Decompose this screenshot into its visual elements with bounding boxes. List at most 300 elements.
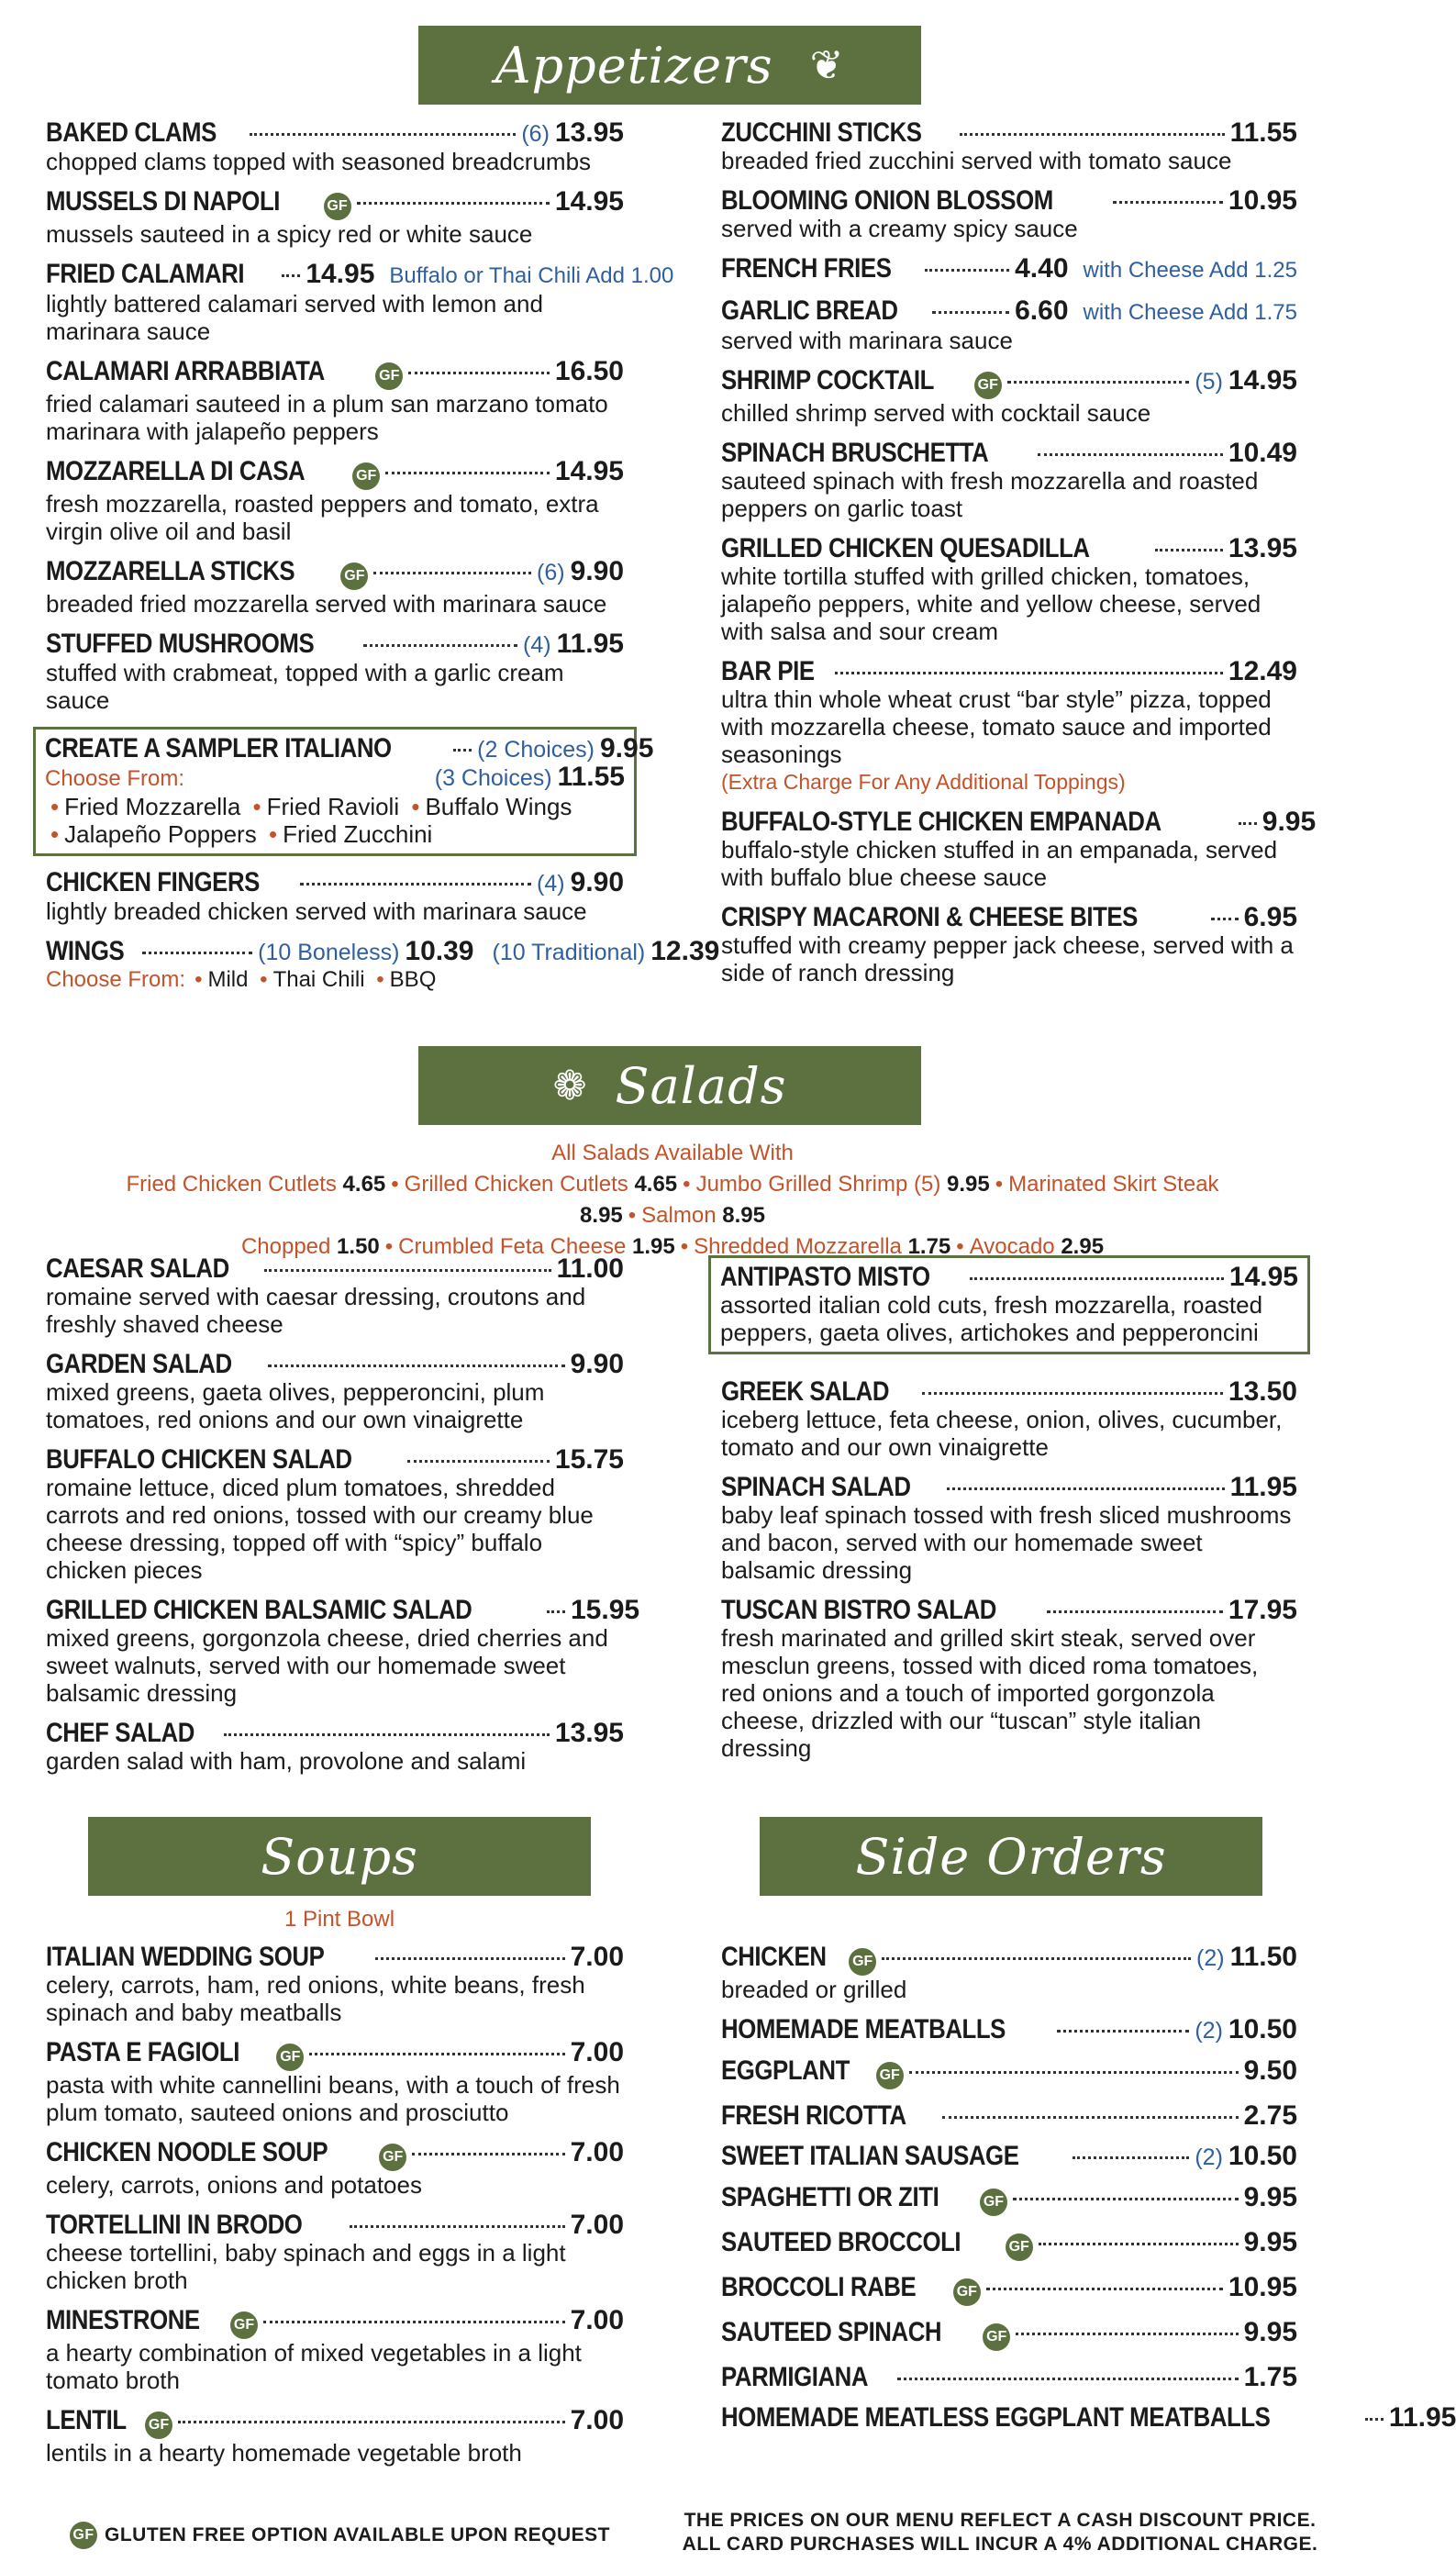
sides-column xyxy=(721,1942,1456,2445)
leader-dots xyxy=(224,1733,550,1736)
leader-dots xyxy=(178,2421,565,2423)
item-description: chilled shrimp served with cocktail sauce xyxy=(721,399,1151,427)
menu-item-name: TORTELLINI IN BRODO xyxy=(46,2210,303,2240)
menu-item xyxy=(46,1255,624,1338)
menu-item xyxy=(721,2274,1297,2306)
menu-item xyxy=(721,2364,1297,2391)
item-price: 9.95 xyxy=(599,733,654,763)
salads-left-column xyxy=(46,1253,640,1788)
item-price: 7.00 xyxy=(570,2210,624,2240)
item-price: 11.55 xyxy=(1229,117,1297,148)
item-price: 1.75 xyxy=(1243,2362,1297,2392)
item-extra-note: (Extra Charge For Any Additional Toppings) xyxy=(721,770,1126,794)
leader-dots xyxy=(264,1269,550,1272)
menu-item xyxy=(46,2039,624,2126)
item-description: romaine lettuce, diced plum tomatoes, shredded carrots and red onions, tossed with our creamy blue cheese dressing, topped off with “spicy” buffalo chicken pieces xyxy=(46,1474,594,1584)
menu-item-name: HOMEMADE MEATLESS EGGPLANT MEATBALLS xyxy=(721,2402,1271,2433)
herb-icon: ❦ xyxy=(809,41,845,89)
item-price: 6.95 xyxy=(1243,902,1297,932)
salads-banner xyxy=(418,1046,921,1125)
item-qty: (10 Traditional) xyxy=(492,940,646,965)
item-price: 13.95 xyxy=(554,117,624,148)
item-price: 15.95 xyxy=(571,1595,640,1625)
gf-icon: GF xyxy=(230,2311,258,2339)
item-price: 12.49 xyxy=(1228,656,1297,686)
item-description: assorted italian cold cuts, fresh mozzarella, roasted peppers, gaeta olives, artichokes and pepperoncini xyxy=(720,1291,1263,1346)
menu-item xyxy=(46,458,624,545)
item-price: 7.00 xyxy=(570,2305,624,2335)
menu-item-name: GRILLED CHICKEN BALSAMIC SALAD xyxy=(46,1595,472,1625)
menu-item xyxy=(721,2057,1297,2089)
leader-dots xyxy=(1073,2156,1189,2159)
item-description: celery, carrots, onions and potatoes xyxy=(46,2171,422,2199)
menu-item-name: SPINACH SALAD xyxy=(721,1472,911,1502)
option-label: Jalapeño Poppers xyxy=(64,820,257,848)
menu-item xyxy=(721,2143,1297,2171)
item-price: 2.75 xyxy=(1243,2100,1297,2131)
option-label: Buffalo Wings xyxy=(425,793,572,820)
bullet: • xyxy=(411,793,420,820)
leader-dots xyxy=(1013,2198,1239,2200)
gf-icon: GF xyxy=(980,2189,1007,2216)
leader-dots xyxy=(1057,2030,1189,2033)
item-price: 10.39 xyxy=(405,936,474,966)
addon-price: 2.95 xyxy=(1061,1234,1105,1259)
addon-name: Avocado xyxy=(969,1234,1055,1259)
menu-item xyxy=(721,1944,1297,2003)
menu-item-name: BAR PIE xyxy=(721,656,815,686)
menu-item-name: HOMEMADE MEATBALLS xyxy=(721,2014,1006,2044)
leader-dots xyxy=(263,2321,565,2323)
item-price: 12.39 xyxy=(650,936,720,966)
leader-dots xyxy=(1155,549,1223,551)
leader-dots xyxy=(453,749,472,752)
item-description: stuffed with creamy pepper jack cheese, served with a side of ranch dressing xyxy=(721,931,1294,986)
soups-heading: Soups xyxy=(261,1827,418,1886)
choose-label: Choose From: xyxy=(46,967,186,992)
item-price: 6.60 xyxy=(1015,295,1069,326)
menu-item xyxy=(721,535,1297,645)
item-price: 16.50 xyxy=(554,356,624,386)
item-qty: (3 Choices) xyxy=(434,765,552,791)
choose-label: Choose From: xyxy=(45,766,185,791)
gf-icon: GF xyxy=(70,2522,97,2549)
item-description: fresh mozzarella, roasted peppers and tomato, extra virgin olive oil and basil xyxy=(46,490,599,545)
item-description: romaine served with caesar dressing, croutons and freshly shaved cheese xyxy=(46,1283,586,1338)
gf-icon: GF xyxy=(276,2044,304,2071)
item-price: 10.50 xyxy=(1228,2141,1297,2171)
leader-dots xyxy=(142,952,252,954)
menu-item-name: WINGS xyxy=(46,936,125,966)
leader-dots xyxy=(947,1487,1224,1490)
menu-item-name: SPINACH BRUSCHETTA xyxy=(721,438,989,468)
sampler-options xyxy=(45,820,625,848)
gf-icon: GF xyxy=(953,2278,981,2306)
menu-item xyxy=(721,187,1297,242)
vegetable-icon: ❁ xyxy=(552,1062,588,1109)
item-price: 10.95 xyxy=(1228,185,1297,216)
leader-dots xyxy=(385,472,550,474)
item-price: 9.50 xyxy=(1243,2055,1297,2086)
item-qty: (6) xyxy=(537,560,565,585)
menu-item-name: GREEK SALAD xyxy=(721,1376,890,1407)
menu-item-name: STUFFED MUSHROOMS xyxy=(46,629,315,659)
option-label: Fried Mozzarella xyxy=(64,793,241,820)
menu-item-name: FRESH RICOTTA xyxy=(721,2100,906,2131)
menu-item-name: SAUTEED SPINACH xyxy=(721,2317,942,2347)
item-price: 9.95 xyxy=(1243,2317,1297,2347)
menu-item-name: MOZZARELLA STICKS xyxy=(46,556,295,586)
bullet: • xyxy=(260,967,268,992)
menu-item xyxy=(46,188,624,248)
menu-item-name: MOZZARELLA DI CASA xyxy=(46,456,306,486)
gf-footnote xyxy=(64,2522,610,2549)
leader-dots xyxy=(882,1957,1191,1960)
menu-item-name: CAESAR SALAD xyxy=(46,1253,229,1284)
menu-item-name: BLOOMING ONION BLOSSOM xyxy=(721,185,1053,216)
salads-heading: Salads xyxy=(615,1056,787,1115)
leader-dots xyxy=(1007,381,1190,384)
item-price: 11.55 xyxy=(557,762,625,792)
item-description: baby leaf spinach tossed with fresh sliced mushrooms and bacon, served with our homemade sweet balsamic dressing xyxy=(721,1501,1292,1584)
leader-dots xyxy=(925,269,1009,272)
appetizers-right-column xyxy=(721,117,1317,999)
soups-column xyxy=(46,1944,624,2479)
gf-note: GLUTEN FREE OPTION AVAILABLE UPON REQUEST xyxy=(105,2524,610,2545)
bullet: • xyxy=(683,1172,691,1197)
leader-dots xyxy=(970,1277,1224,1280)
addon-price: 8.95 xyxy=(722,1203,765,1228)
menu-item-name: EGGPLANT xyxy=(721,2055,850,2086)
gf-icon: GF xyxy=(379,2144,406,2171)
menu-item xyxy=(46,358,624,445)
addon-name: Chopped xyxy=(240,1234,331,1259)
addon-price: 4.65 xyxy=(634,1172,678,1197)
item-price: 7.00 xyxy=(570,2405,624,2435)
item-price: 11.95 xyxy=(1229,1472,1297,1502)
menu-item-name: ITALIAN WEDDING SOUP xyxy=(46,1942,325,1972)
menu-item xyxy=(721,658,1297,796)
item-price: 9.90 xyxy=(570,556,624,586)
leader-dots xyxy=(922,1392,1223,1395)
leader-dots xyxy=(835,672,1223,674)
item-price: 11.95 xyxy=(1388,2402,1456,2433)
leader-dots xyxy=(408,372,550,374)
menu-item-name: BROCCOLI RABE xyxy=(721,2272,917,2302)
addon-price: 9.95 xyxy=(946,1172,990,1197)
leader-dots xyxy=(1038,453,1223,456)
leader-dots xyxy=(1047,1610,1223,1613)
menu-item xyxy=(721,1378,1297,1461)
menu-item-name: CREATE A SAMPLER ITALIANO xyxy=(45,733,392,763)
menu-item-name: FRIED CALAMARI xyxy=(46,259,245,289)
menu-item-name: CHICKEN xyxy=(721,1942,827,1972)
cash-note-line2: ALL CARD PURCHASES WILL INCUR A 4% ADDITIONAL CHARGE. xyxy=(682,2534,1318,2555)
item-description: lentils in a hearty homemade vegetable broth xyxy=(46,2439,522,2467)
leader-dots xyxy=(1039,2243,1239,2245)
leader-dots xyxy=(282,274,300,277)
bullet: • xyxy=(384,1234,394,1259)
menu-item xyxy=(46,1595,640,1707)
bullet: • xyxy=(195,967,203,992)
leader-dots xyxy=(373,572,531,574)
menu-item xyxy=(46,1446,624,1584)
menu-item-name: CHEF SALAD xyxy=(46,1718,195,1748)
menu-item-name: LENTIL xyxy=(46,2405,127,2435)
item-price: 7.00 xyxy=(570,2137,624,2167)
menu-item xyxy=(46,1351,624,1433)
addon-price: 1.75 xyxy=(907,1234,951,1259)
item-description: chopped clams topped with seasoned breadcrumbs xyxy=(46,148,592,175)
appetizers-heading: Appetizers xyxy=(495,36,773,95)
item-qty: (6) xyxy=(521,121,550,147)
item-qty: (10 Boneless) xyxy=(258,940,400,965)
menu-item xyxy=(721,2102,1297,2130)
leader-dots xyxy=(309,2053,564,2055)
item-qty: (4) xyxy=(523,632,551,658)
bullet: • xyxy=(50,793,60,820)
item-price: 15.75 xyxy=(554,1444,624,1475)
item-description: white tortilla stuffed with grilled chicken, tomatoes, jalapeño peppers, white and yellow cheese, served with salsa and sour cream xyxy=(721,562,1261,645)
sides-heading: Side Orders xyxy=(855,1827,1167,1886)
menu-item-name: CHICKEN NOODLE SOUP xyxy=(46,2137,328,2167)
menu-item-name: CRISPY MACARONI & CHEESE BITES xyxy=(721,902,1138,932)
item-description: breaded fried mozzarella served with marinara sauce xyxy=(46,590,607,618)
menu-item xyxy=(721,367,1297,427)
antipasto-box xyxy=(708,1255,1310,1354)
menu-item-name: SHRIMP COCKTAIL xyxy=(721,365,934,395)
gf-icon: GF xyxy=(340,562,368,590)
addon-name: Grilled Chicken Cutlets xyxy=(404,1172,628,1197)
item-note: with Cheese Add 1.25 xyxy=(1083,258,1297,283)
menu-item xyxy=(721,2229,1297,2261)
soups-subtitle: 1 Pint Bowl xyxy=(283,1907,395,1932)
item-price: 9.95 xyxy=(1261,807,1317,837)
bullet: • xyxy=(391,1172,399,1197)
menu-item xyxy=(721,904,1297,986)
item-description: garden salad with ham, provolone and salami xyxy=(46,1747,527,1775)
item-description: stuffed with crabmeat, topped with a garlic cream sauce xyxy=(46,659,564,714)
gf-icon: GF xyxy=(375,362,403,390)
gf-icon: GF xyxy=(1006,2233,1033,2261)
leader-dots xyxy=(357,202,550,205)
addon-name: Salmon xyxy=(641,1203,717,1228)
option-label: Fried Ravioli xyxy=(266,793,400,820)
addon-price: 1.95 xyxy=(631,1234,675,1259)
leader-dots xyxy=(942,2116,1239,2119)
menu-item-name: FRENCH FRIES xyxy=(721,253,892,284)
addons-line xyxy=(55,1169,1290,1231)
menu-item xyxy=(46,259,674,345)
gf-icon: GF xyxy=(352,462,380,490)
item-price: 4.40 xyxy=(1015,253,1069,284)
menu-item-name: MINESTRONE xyxy=(46,2305,200,2335)
leader-dots xyxy=(1113,201,1223,204)
item-price: 7.00 xyxy=(570,2037,624,2067)
leader-dots xyxy=(1211,918,1239,920)
wings-options xyxy=(46,966,624,994)
menu-item-name: CHICKEN FINGERS xyxy=(46,867,260,897)
menu-item xyxy=(46,1720,624,1775)
menu-item xyxy=(721,2016,1297,2044)
cash-discount-note xyxy=(679,2509,1321,2556)
option-label: BBQ xyxy=(389,967,437,992)
item-qty: (2) xyxy=(1195,2144,1223,2170)
salad-addons xyxy=(55,1138,1290,1263)
leader-dots xyxy=(350,2225,565,2228)
menu-item xyxy=(721,255,1297,284)
leader-dots xyxy=(363,644,517,647)
menu-item-name: MUSSELS DI NAPOLI xyxy=(46,186,281,217)
item-description: mixed greens, gorgonzola cheese, dried cherries and sweet walnuts, served with our homemade sweet balsamic dressing xyxy=(46,1624,608,1707)
item-price: 14.95 xyxy=(554,456,624,486)
gf-icon: GF xyxy=(983,2323,1010,2351)
gf-icon: GF xyxy=(849,1948,876,1976)
menu-item xyxy=(721,1597,1297,1762)
gf-icon: GF xyxy=(974,372,1002,399)
leader-dots xyxy=(268,1364,565,1367)
menu-item xyxy=(721,440,1297,522)
menu-item-name: SAUTEED BROCCOLI xyxy=(721,2227,961,2257)
item-price: 7.00 xyxy=(570,1942,624,1972)
item-price: 11.00 xyxy=(556,1253,624,1284)
menu-item xyxy=(46,2307,624,2394)
menu-item xyxy=(46,936,720,994)
item-price: 10.50 xyxy=(1228,2014,1297,2044)
appetizers-banner xyxy=(418,26,921,105)
menu-item-name: TUSCAN BISTRO SALAD xyxy=(721,1595,997,1625)
item-description: cheese tortellini, baby spinach and eggs in a light chicken broth xyxy=(46,2239,566,2294)
option-label: Mild xyxy=(207,967,249,992)
menu-item-name: BUFFALO-STYLE CHICKEN EMPANADA xyxy=(721,807,1161,837)
appetizers-left-column xyxy=(45,117,720,1007)
item-price: 10.49 xyxy=(1228,438,1297,468)
bullet: • xyxy=(376,967,384,992)
bullet: • xyxy=(268,820,278,848)
item-qty: (2) xyxy=(1196,1945,1225,1971)
leader-dots xyxy=(1016,2333,1238,2335)
menu-item-name: BAKED CLAMS xyxy=(46,117,217,148)
menu-item xyxy=(46,2139,624,2199)
item-price: 9.95 xyxy=(1243,2182,1297,2212)
menu-item-name: PARMIGIANA xyxy=(721,2362,869,2392)
addon-name: Crumbled Feta Cheese xyxy=(398,1234,627,1259)
item-description: fresh marinated and grilled skirt steak, served over mesclun greens, tossed with diced roma tomatoes, red onions and a touch of imported gorgonzola cheese, drizzled with our “tuscan” style italian dressing xyxy=(721,1624,1259,1762)
sampler-box xyxy=(33,727,654,856)
leader-dots xyxy=(960,133,1224,136)
item-description: mussels sauteed in a spicy red or white sauce xyxy=(46,220,533,248)
item-description: buffalo-style chicken stuffed in an empanada, served with buffalo blue cheese sauce xyxy=(721,836,1278,891)
menu-item-name: GRILLED CHICKEN QUESADILLA xyxy=(721,533,1090,563)
menu-item xyxy=(46,2407,624,2467)
item-description: iceberg lettuce, feta cheese, onion, olives, cucumber, tomato and our own vinaigrette xyxy=(721,1406,1283,1461)
menu-item xyxy=(46,119,624,175)
menu-item-name: CALAMARI ARRABBIATA xyxy=(46,356,325,386)
bullet: • xyxy=(628,1203,637,1228)
item-qty: (4) xyxy=(537,871,565,897)
menu-item xyxy=(46,869,624,925)
salads-right-column xyxy=(721,1255,1297,1775)
menu-item xyxy=(721,2402,1456,2433)
item-qty: (2 Choices) xyxy=(477,737,595,763)
menu-item-name: ZUCCHINI STICKS xyxy=(721,117,922,148)
item-price: 9.90 xyxy=(570,867,624,897)
menu-item xyxy=(721,2319,1297,2351)
leader-dots xyxy=(1365,2418,1384,2421)
menu-item-name: SPAGHETTI OR ZITI xyxy=(721,2182,939,2212)
gf-icon: GF xyxy=(145,2411,172,2439)
gf-icon: GF xyxy=(324,193,351,220)
addon-name: Fried Chicken Cutlets xyxy=(126,1172,337,1197)
menu-item xyxy=(721,119,1297,174)
item-price: 17.95 xyxy=(1228,1595,1297,1625)
item-price: 11.95 xyxy=(556,629,624,659)
bullet: • xyxy=(252,793,261,820)
leader-dots xyxy=(986,2288,1223,2290)
item-description: a hearty combination of mixed vegetables in a light tomato broth xyxy=(46,2339,582,2394)
menu-item-name: BUFFALO CHICKEN SALAD xyxy=(46,1444,352,1475)
item-price: 13.95 xyxy=(554,1718,624,1748)
item-description: sauteed spinach with fresh mozzarella and roasted peppers on garlic toast xyxy=(721,467,1259,522)
menu-item-name: SWEET ITALIAN SAUSAGE xyxy=(721,2141,1019,2171)
leader-dots xyxy=(412,2153,564,2155)
addon-price: 8.95 xyxy=(580,1203,623,1228)
option-label: Thai Chili xyxy=(272,967,365,992)
cash-note-line1: THE PRICES ON OUR MENU REFLECT A CASH DISCOUNT PRICE. xyxy=(684,2510,1317,2531)
bullet: • xyxy=(680,1234,689,1259)
leader-dots xyxy=(375,1957,565,1960)
menu-item-name: GARDEN SALAD xyxy=(46,1349,232,1379)
item-description: served with a creamy spicy sauce xyxy=(721,215,1078,242)
item-description: lightly battered calamari served with lemon and marinara sauce xyxy=(46,290,543,345)
leader-dots xyxy=(932,311,1009,314)
item-description: mixed greens, gaeta olives, pepperoncini, plum tomatoes, red onions and our own vinaigrette xyxy=(46,1378,545,1433)
leader-dots xyxy=(250,133,516,136)
item-price: 10.95 xyxy=(1228,2272,1297,2302)
item-description: pasta with white cannellini beans, with a touch of fresh plum tomato, sauteed onions and prosciutto xyxy=(46,2071,620,2126)
item-note: Buffalo or Thai Chili Add 1.00 xyxy=(389,263,674,288)
menu-item xyxy=(46,1944,624,2026)
item-note: with Cheese Add 1.75 xyxy=(1083,300,1297,325)
item-price: 14.95 xyxy=(1228,365,1297,395)
sampler-options xyxy=(45,793,625,820)
item-price: 9.95 xyxy=(1243,2227,1297,2257)
menu-item-name: GARLIC BREAD xyxy=(721,295,898,326)
addon-price: 1.50 xyxy=(337,1234,380,1259)
item-description: fried calamari sauteed in a plum san marzano tomato marinara with jalapeño peppers xyxy=(46,390,608,445)
item-description: breaded or grilled xyxy=(721,1976,907,2003)
bullet: • xyxy=(50,820,60,848)
leader-dots xyxy=(547,1610,565,1613)
sides-banner xyxy=(760,1817,1262,1896)
menu-item-name: ANTIPASTO MISTO xyxy=(720,1262,930,1292)
menu-item xyxy=(721,807,1317,891)
bullet: • xyxy=(995,1172,1004,1197)
leader-dots xyxy=(300,883,531,886)
addons-title: All Salads Available With xyxy=(551,1141,794,1165)
leader-dots xyxy=(407,1460,550,1463)
menu-item-name: PASTA E FAGIOLI xyxy=(46,2037,239,2067)
item-price: 13.95 xyxy=(1228,533,1297,563)
item-description: lightly breaded chicken served with marinara sauce xyxy=(46,897,587,925)
leader-dots xyxy=(897,2378,1239,2380)
item-price: 13.50 xyxy=(1228,1376,1297,1407)
item-price: 14.95 xyxy=(306,259,375,289)
item-description: breaded fried zucchini served with tomato sauce xyxy=(721,147,1232,174)
bullet: • xyxy=(956,1234,964,1259)
addon-name: Marinated Skirt Steak xyxy=(1008,1172,1219,1197)
item-price: 14.95 xyxy=(1228,1262,1298,1292)
